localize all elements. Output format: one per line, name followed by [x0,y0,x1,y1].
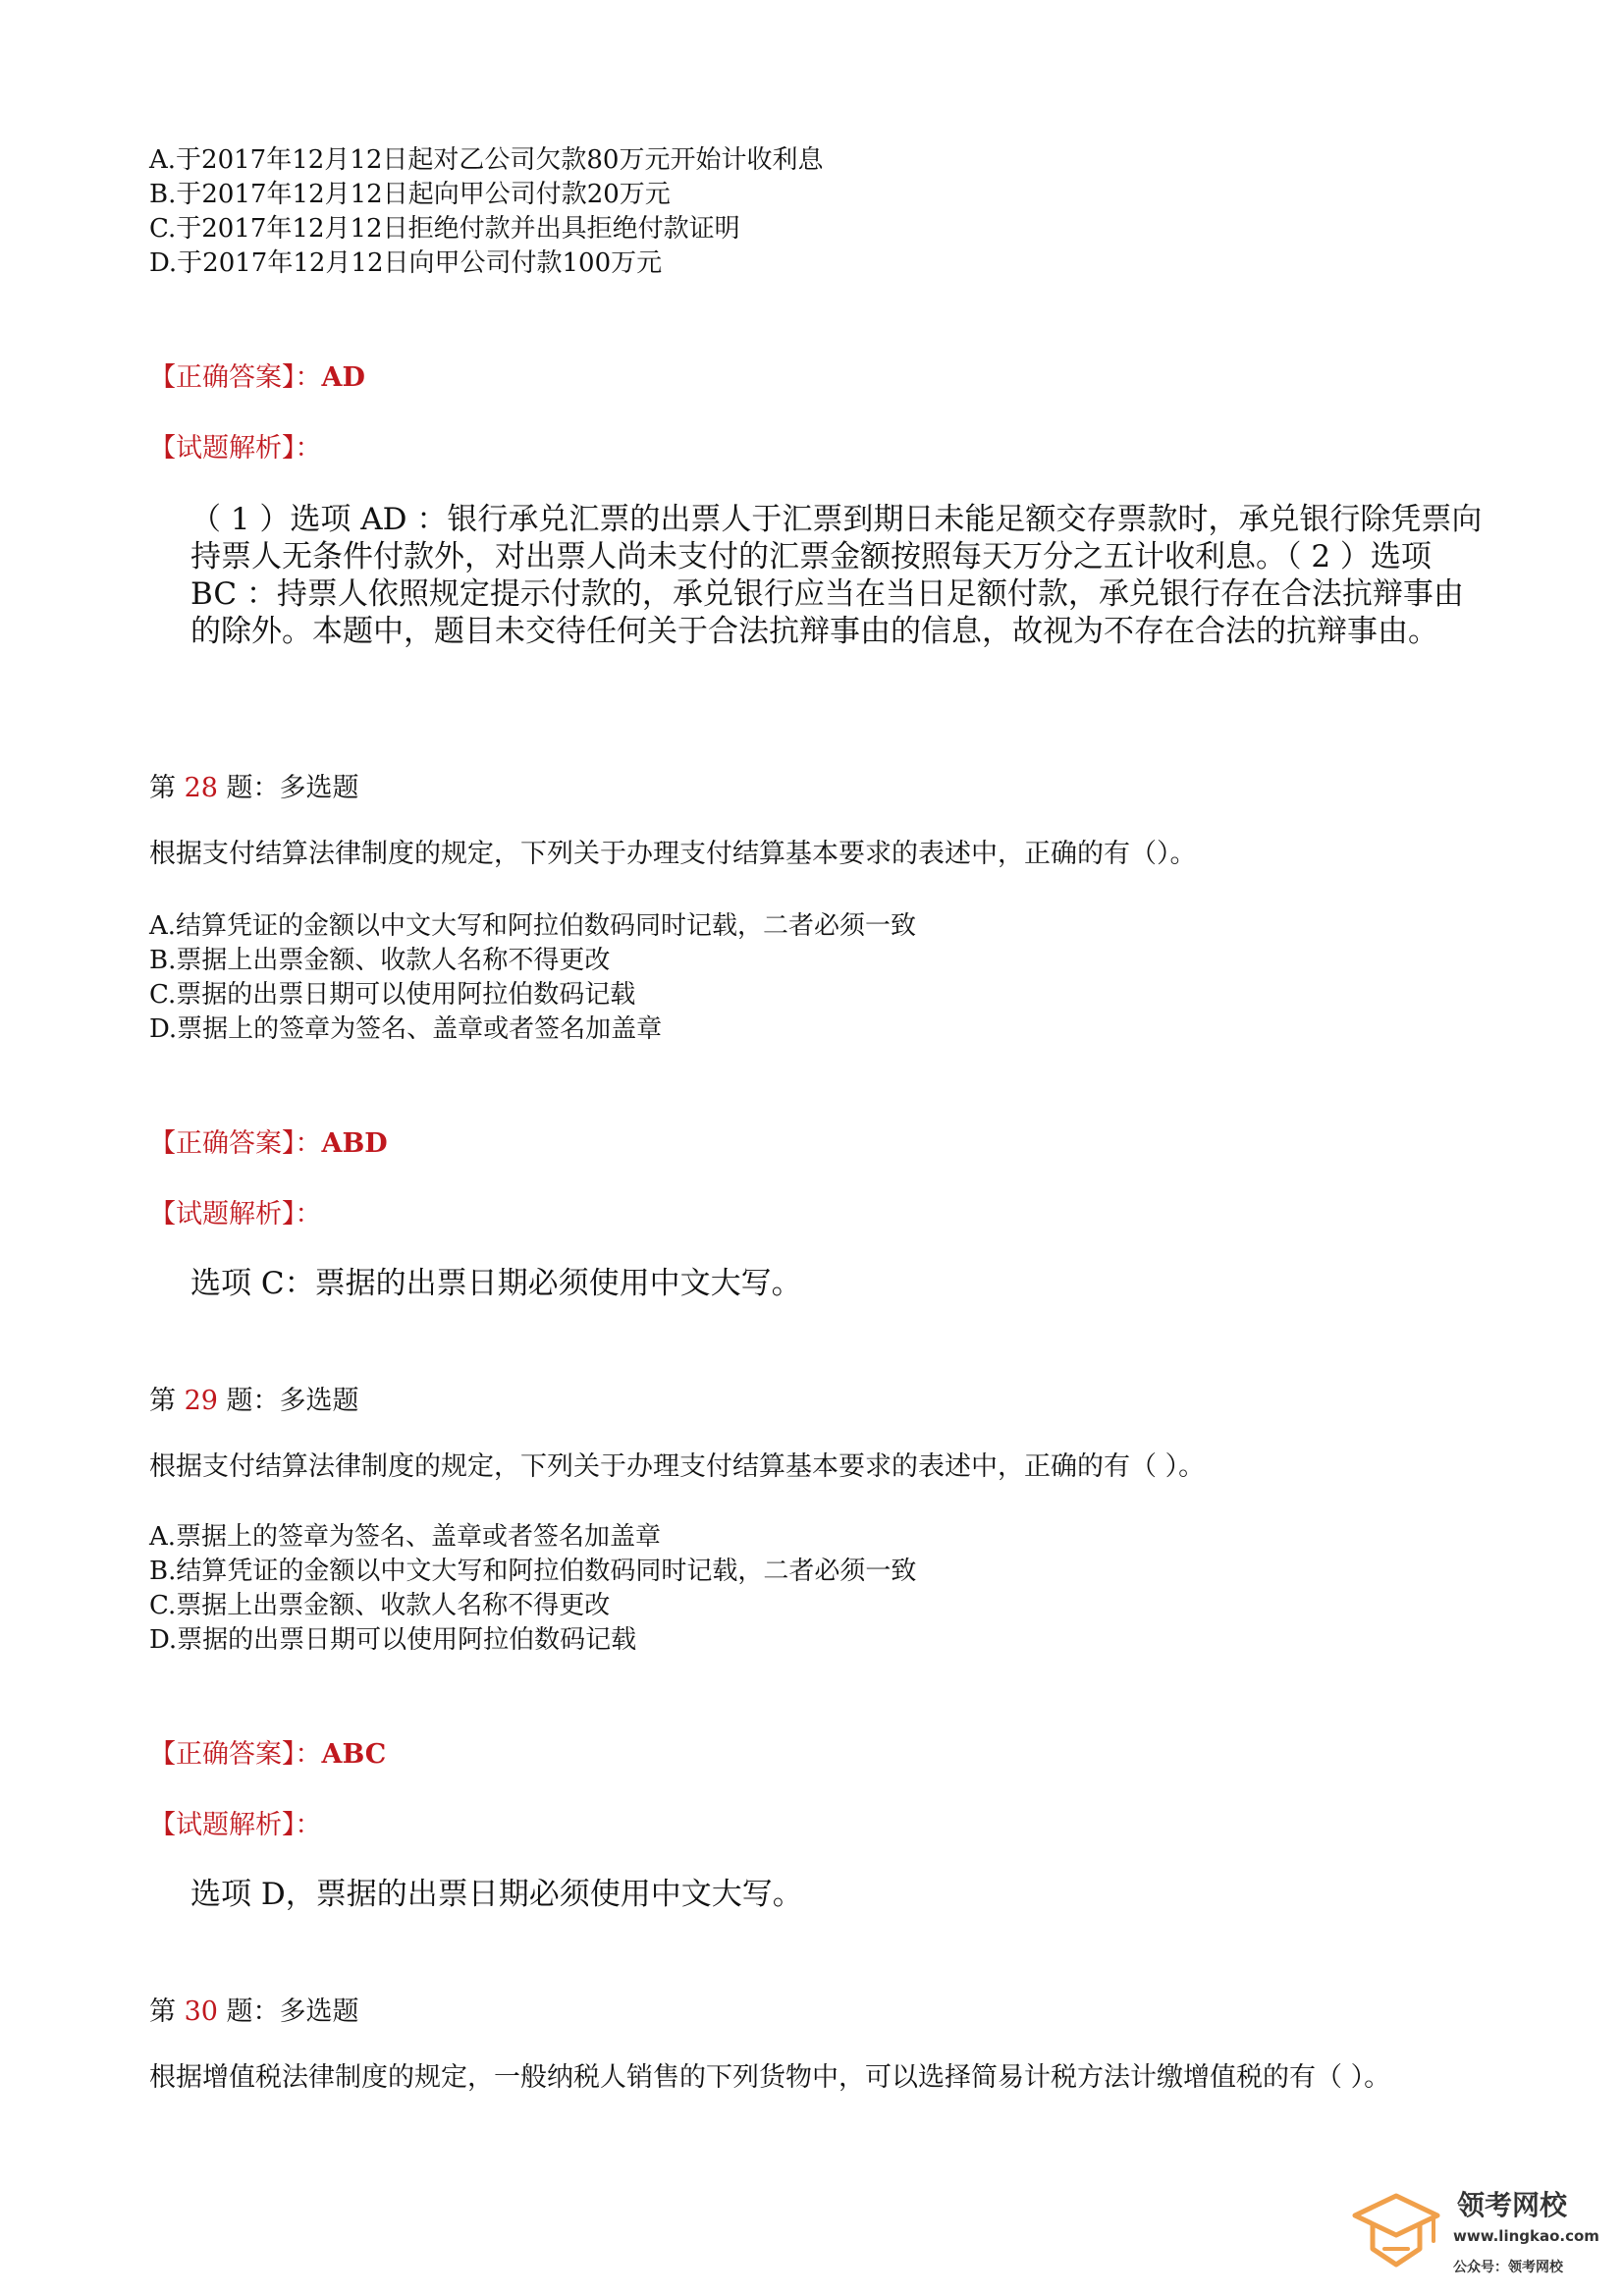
q27-option-d: D.于2017年12月12日向甲公司付款100万元 [149,248,663,278]
q27-analysis-label: 【试题解析】： [149,433,322,464]
q29-number: 29 [184,1386,218,1416]
q29-suffix: 题：多选题 [226,1386,359,1416]
q28-prefix: 第 [149,773,176,803]
q28-number: 28 [184,773,218,803]
q27-option-a: A.于2017年12月12日起对乙公司欠款80万元开始计收利息 [149,145,824,175]
logo-name: 领考网校 [1457,2189,1568,2221]
q28-answer-value: ABD [321,1128,388,1159]
q27-option-c: C.于2017年12月12日拒绝付款并出具拒绝付款证明 [149,214,740,244]
graduation-cap-icon [1347,2182,1445,2280]
q28-suffix: 题：多选题 [226,773,359,803]
q27-answer-label: 【正确答案】： [149,362,322,393]
q29-option-b: B.结算凭证的金额以中文大写和阿拉伯数码同时记载，二者必须一致 [149,1557,917,1586]
q27-answer [149,355,365,394]
logo-url: www.lingkao.com [1453,2227,1599,2245]
logo-wechat: 公众号：领考网校 [1453,2260,1563,2275]
q27-options [149,143,823,281]
q29-option-d: D.票据的出票日期可以使用阿拉伯数码记载 [149,1625,637,1655]
q30-header [149,1990,359,2028]
q28-options [149,909,916,1047]
brand-logo [1347,2182,1602,2290]
q30-prefix: 第 [149,1996,176,2027]
q30-question-text: 根据增值税法律制度的规定，一般纳税人销售的下列货物中，可以选择简易计税方法计缴增值税的有（ ）。 [149,2062,1391,2093]
q28-option-a: A.结算凭证的金额以中文大写和阿拉伯数码同时记载，二者必须一致 [149,911,917,941]
q29-option-c: C.票据上出票金额、收款人名称不得更改 [149,1591,611,1620]
q28-header [149,766,359,804]
q30-suffix: 题：多选题 [226,1996,359,2027]
q29-answer-value: ABC [321,1739,387,1770]
q29-answer-label: 【正确答案】： [149,1739,322,1770]
q29-prefix: 第 [149,1386,176,1416]
q30-number: 30 [184,1996,218,2027]
q29-option-a: A.票据上的签章为签名、盖章或者签名加盖章 [149,1522,662,1552]
q28-option-c: C.票据的出票日期可以使用阿拉伯数码记载 [149,980,636,1010]
q29-analysis-text: 选项 D，票据的出票日期必须使用中文大写。 [190,1877,803,1912]
q29-analysis-label: 【试题解析】： [149,1810,322,1840]
q27-answer-value: AD [321,362,365,393]
q28-option-b: B.票据上出票金额、收款人名称不得更改 [149,946,611,975]
q28-answer [149,1121,388,1160]
q29-answer [149,1732,386,1771]
q29-question-text: 根据支付结算法律制度的规定，下列关于办理支付结算基本要求的表述中，正确的有（ ）。 [149,1451,1206,1482]
q29-header [149,1379,359,1417]
q29-options [149,1520,916,1658]
q27-option-b: B.于2017年12月12日起向甲公司付款20万元 [149,180,671,209]
q28-option-d: D.票据上的签章为签名、盖章或者签名加盖章 [149,1014,663,1044]
q28-question-text: 根据支付结算法律制度的规定，下列关于办理支付结算基本要求的表述中，正确的有（）。 [149,839,1197,869]
q28-analysis-label: 【试题解析】： [149,1199,322,1230]
q28-analysis-text: 选项 C：票据的出票日期必须使用中文大写。 [190,1266,802,1301]
q27-analysis-text: （ 1 ）选项 AD ：银行承兑汇票的出票人于汇票到期日未能足额交存票款时，承兑银行除凭票向持票人无条件付款外，对出票人尚未支付的汇票金额按照每天万分之五计收利息。（ 2 ）选项 BC ：持票人依照规定提示付款的，承兑银行应当在当日足额付款，承兑银行存在合法抗辩事由的除外。本题中，题目未交待任何关于合法抗辩事由的信息，故视为不存在合法的抗辩事由。 [190,502,1483,649]
q28-answer-label: 【正确答案】： [149,1128,322,1159]
